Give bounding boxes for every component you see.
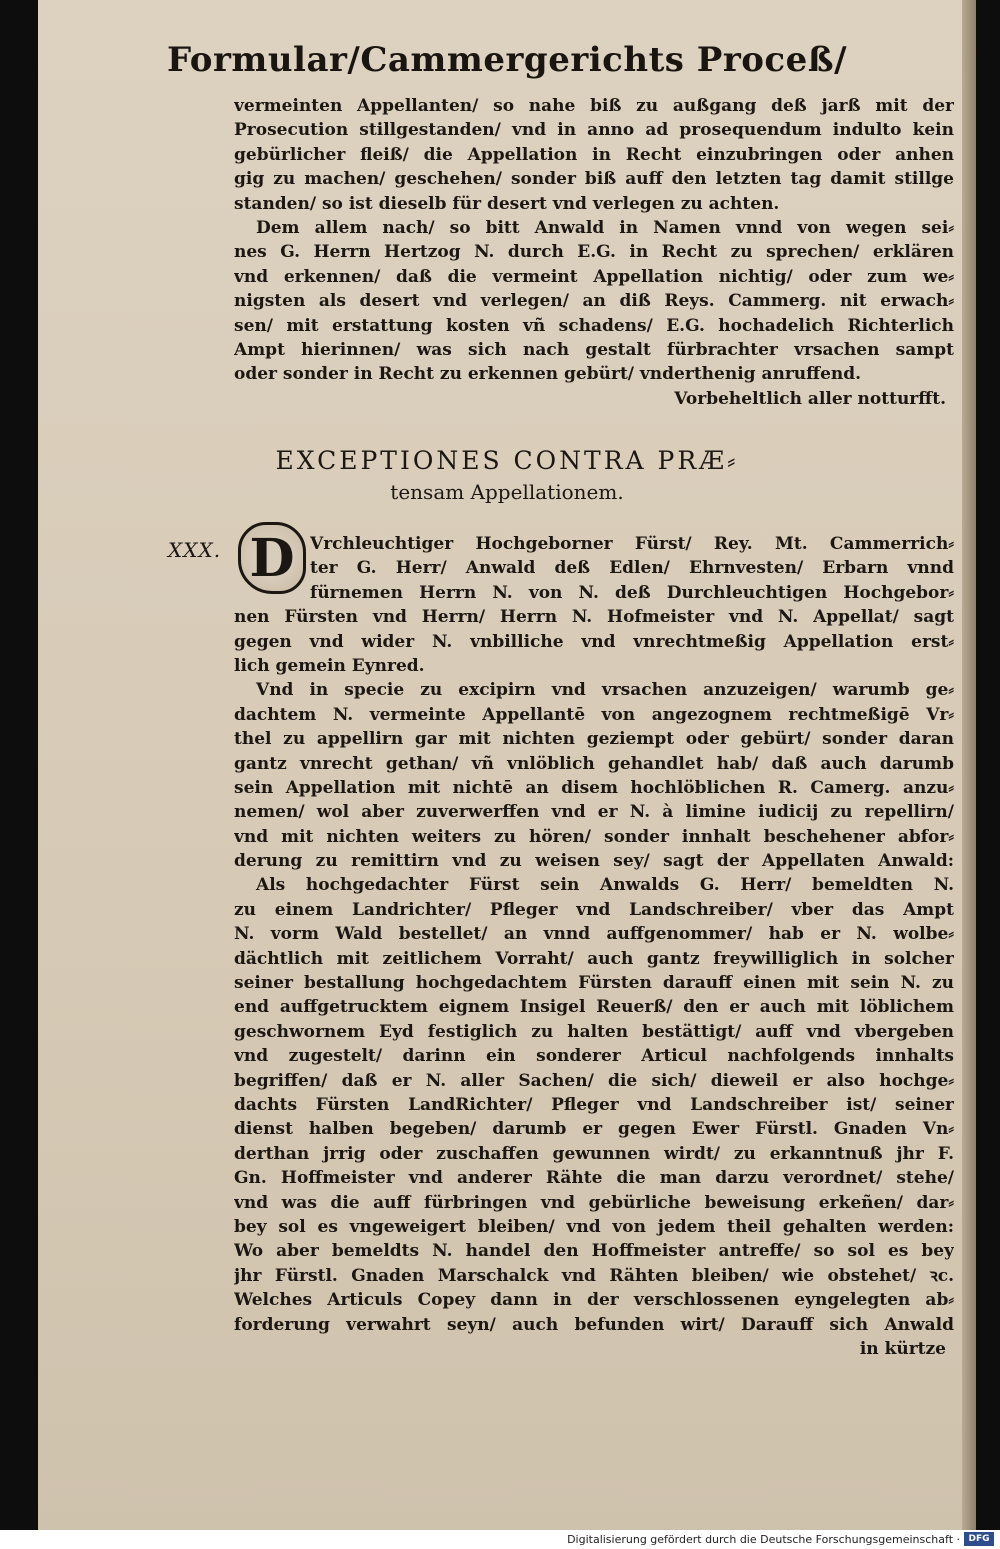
text-line: jhr Fürstl. Gnaden Marschalck vnd Rähten bleiben/ wie obstehet/ ꝛc. bbox=[234, 1265, 954, 1286]
text-line: end auffgetrucktem eignem Insigel Reuerß/ den er auch mit löblichem bbox=[234, 997, 954, 1018]
text-line: gebürlicher fleiß/ die Appellation in Recht einzubringen oder anhen bbox=[234, 144, 954, 165]
text-line: nigsten als desert vnd verlegen/ an diß Reys. Cammerg. nit erwach⸗ bbox=[234, 291, 954, 312]
text-block-1 bbox=[234, 94, 954, 411]
text-block-2-initial bbox=[310, 532, 954, 605]
text-line: sein Appellation mit nichtē an disem hochlöblichen R. Camerg. anzu⸗ bbox=[234, 777, 954, 798]
text-line: gig zu machen/ geschehen/ sonder biß auff den letzten tag damit stillge bbox=[234, 169, 954, 190]
text-line: ter G. Herr/ Anwald deß Edlen/ Ehrnvesten/ Erbarn vnnd bbox=[310, 558, 954, 579]
text-line: nes G. Herrn Hertzog N. durch E.G. in Recht zu sprechen/ erklären bbox=[234, 242, 954, 263]
text-line: geschwornem Eyd festiglich zu halten bestättigt/ auff vnd vbergeben bbox=[234, 1021, 954, 1042]
text-line: derung zu remittirn vnd zu weisen sey/ sagt der Appellaten Anwald: bbox=[234, 851, 954, 872]
text-line: Vrchleuchtiger Hochgeborner Fürst/ Rey. Mt. Cammerrich⸗ bbox=[310, 534, 954, 554]
funding-note: Digitalisierung gefördert durch die Deutsche Forschungsgemeinschaft · bbox=[567, 1533, 960, 1546]
text-line: dachtem N. vermeinte Appellantē von angezognem rechtmeßigē Vr⸗ bbox=[234, 704, 954, 725]
text-line: Welches Articuls Copey dann in der verschlossenen eyngelegten ab⸗ bbox=[234, 1290, 954, 1311]
decorated-initial: D bbox=[238, 522, 306, 594]
footer-bar bbox=[0, 1530, 1000, 1549]
text-line: thel zu appellirn gar mit nichten geziempt oder gebürt/ sonder daran bbox=[234, 729, 954, 750]
running-header: Formular/Cammergerichts Proceß/ bbox=[166, 40, 847, 80]
text-line: vermeinten Appellanten/ so nahe biß zu außgang deß jarß mit der bbox=[234, 96, 954, 116]
text-line: Als hochgedachter Fürst sein Anwalds G. Herr/ bemeldten N. bbox=[256, 875, 954, 896]
section-heading: EXCEPTIONES CONTRA PRÆ⸗ bbox=[275, 446, 739, 475]
text-line: forderung verwahrt seyn/ auch befunden wirt/ Darauff sich Anwald bbox=[234, 1314, 954, 1335]
text-line: Ampt hierinnen/ was sich nach gestalt fürbrachter vrsachen sampt bbox=[234, 339, 954, 360]
text-line: gegen vnd wider N. vnbilliche vnd vnrechtmeßig Appellation erst⸗ bbox=[234, 631, 954, 652]
catchword: in kürtze bbox=[859, 1338, 946, 1359]
text-line: vnd was die auff fürbringen vnd gebürliche beweisung erkeñen/ dar⸗ bbox=[234, 1192, 954, 1213]
text-line: dienst halben begeben/ darumb er gegen Ewer Fürstl. Gnaden Vn⸗ bbox=[234, 1119, 954, 1140]
text-line: begriffen/ daß er N. aller Sachen/ die sich/ dieweil er also hochge⸗ bbox=[234, 1070, 954, 1091]
text-line: Prosecution stillgestanden/ vnd in anno ad prosequendum indulto kein bbox=[234, 120, 954, 141]
text-line: sen/ mit erstattung kosten vñ schadens/ E.G. hochadelich Richterlich bbox=[234, 315, 954, 336]
text-line: fürnemen Herrn N. von N. deß Durchleuchtigen Hochgebor⸗ bbox=[310, 582, 954, 603]
text-line: seiner bestallung hochgedachtem Fürsten darauff einen mit sein N. zu bbox=[234, 973, 954, 994]
text-line: Vnd in specie zu excipirn vnd vrsachen anzuzeigen/ warumb ge⸗ bbox=[256, 680, 954, 701]
text-line: N. vorm Wald bestellet/ an vnnd auffgenommer/ hab er N. wolbe⸗ bbox=[234, 924, 954, 945]
text-line: oder sonder in Recht zu erkennen gebürt/ vnderthenig anruffend. bbox=[234, 364, 862, 385]
text-line: standen/ so ist dieselb für desert vnd verlegen zu achten. bbox=[234, 193, 780, 214]
text-line: nen Fürsten vnd Herrn/ Herrn N. Hofmeister vnd N. Appellat/ sagt bbox=[234, 607, 954, 628]
text-line: gantz vnrecht gethan/ vñ vnlöblich gehandlet hab/ daß auch darumb bbox=[234, 753, 954, 774]
text-line: Wo aber bemeldts N. handel den Hoffmeister antreffe/ so sol es bey bbox=[234, 1241, 954, 1262]
text-line: derthan jrrig oder zuschaffen gewunnen wirdt/ zu erkanntnuß jhr F. bbox=[234, 1143, 954, 1164]
text-line: nemen/ wol aber zuverwerffen vnd er N. à limine iudicij zu repellirn/ bbox=[234, 802, 954, 823]
dfg-logo: DFG bbox=[964, 1532, 994, 1546]
margin-note: XXX. bbox=[168, 538, 222, 562]
text-line: vnd erkennen/ daß die vermeint Appellation nichtig/ oder zum we⸗ bbox=[234, 266, 954, 287]
text-line: vnd mit nichten weiters zu hören/ sonder innhalt beschehener abfor⸗ bbox=[234, 826, 954, 847]
text-line: dächtlich mit zeitlichem Vorraht/ auch gantz freywilliglich in solcher bbox=[234, 948, 954, 969]
closing-line: Vorbeheltlich aller notturfft. bbox=[674, 388, 946, 409]
text-line: Dem allem nach/ so bitt Anwald in Namen vnnd von wegen sei⸗ bbox=[256, 217, 954, 238]
text-line: Gn. Hoffmeister vnd anderer Rähte die man darzu verordnet/ stehe/ bbox=[234, 1168, 954, 1189]
text-line: bey sol es vngeweigert bleiben/ vnd von jedem theil gehalten werden: bbox=[234, 1216, 954, 1237]
page-spine bbox=[962, 0, 976, 1530]
text-line: zu einem Landrichter/ Pfleger vnd Landschreiber/ vber das Ampt bbox=[234, 899, 954, 920]
book-page bbox=[38, 0, 976, 1530]
text-block-2 bbox=[234, 605, 954, 1361]
section-subheading: tensam Appellationem. bbox=[390, 480, 624, 504]
text-line: lich gemein Eynred. bbox=[234, 655, 425, 676]
text-line: dachts Fürsten LandRichter/ Pfleger vnd Landschreiber ist/ seiner bbox=[234, 1095, 954, 1115]
text-line: vnd zugestelt/ darinn ein sonderer Articul nachfolgends innhalts bbox=[234, 1046, 954, 1067]
